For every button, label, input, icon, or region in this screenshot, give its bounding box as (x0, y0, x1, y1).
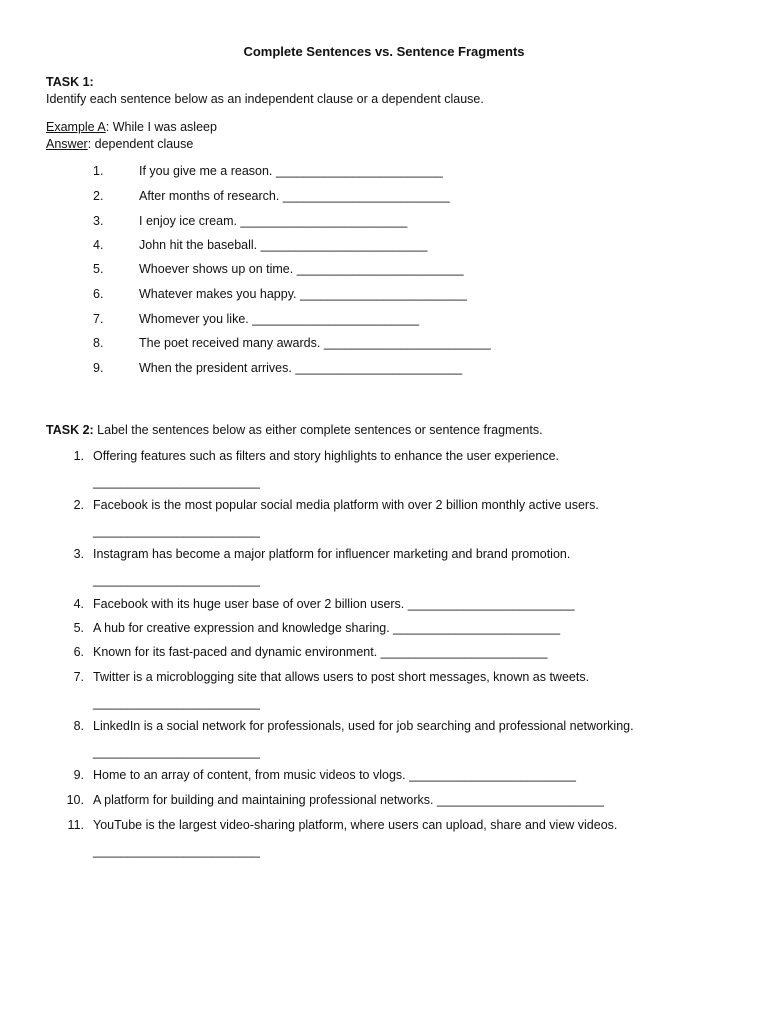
task2-item-number: 9. (73, 768, 84, 782)
example-line (46, 120, 217, 134)
example-text: : While I was asleep (105, 120, 217, 134)
task1-item-number: 6. (93, 287, 104, 301)
task1-item-text[interactable]: After months of research. ________________________ (139, 189, 450, 203)
task1-item-number: 1. (93, 164, 104, 178)
task1-item-number: 3. (93, 214, 104, 228)
answer-blank[interactable]: ________________________ (93, 524, 260, 538)
answer-blank[interactable]: ________________________ (93, 573, 260, 587)
answer-blank[interactable]: ________________________ (93, 696, 260, 710)
example-label: Example A (46, 120, 106, 134)
task1-item-number: 8. (93, 336, 104, 350)
task1-instruction: Identify each sentence below as an independent clause or a dependent clause. (46, 92, 484, 106)
task2-item-text: Instagram has become a major platform for influencer marketing and brand promotion. (93, 547, 571, 561)
task2-item-number: 5. (73, 621, 84, 635)
answer-label: Answer (46, 137, 88, 151)
task1-item-number: 2. (93, 189, 104, 203)
task1-item-text[interactable]: Whomever you like. ________________________ (139, 312, 420, 326)
task2-item-number: 10. (66, 793, 84, 807)
task2-item-number: 7. (73, 670, 84, 684)
answer-text: : dependent clause (87, 137, 194, 151)
task2-item-text[interactable]: Facebook with its huge user base of over 2 billion users. ________________________ (93, 597, 575, 611)
task1-item-text[interactable]: The poet received many awards. ________________________ (139, 336, 491, 350)
task2-item-text: LinkedIn is a social network for professionals, used for job searching and professional networking. (93, 719, 634, 733)
answer-line (46, 137, 193, 151)
task1-item-number: 9. (93, 361, 104, 375)
task1-item-number: 7. (93, 312, 104, 326)
task1-item-text[interactable]: If you give me a reason. ________________________ (139, 164, 443, 178)
task1-item-text[interactable]: I enjoy ice cream. ________________________ (139, 214, 408, 228)
answer-blank[interactable]: ________________________ (93, 745, 260, 759)
page-title: Complete Sentences vs. Sentence Fragments (243, 44, 525, 59)
task1-item-text[interactable]: Whoever shows up on time. ________________________ (139, 262, 464, 276)
task1-item-text[interactable]: Whatever makes you happy. ________________________ (139, 287, 467, 301)
answer-blank[interactable]: ________________________ (93, 844, 260, 858)
task2-item-number: 8. (73, 719, 84, 733)
task1-item-number: 5. (93, 262, 104, 276)
task2-item-number: 6. (73, 645, 84, 659)
task2-instruction: Label the sentences below as either complete sentences or sentence fragments. (93, 423, 543, 437)
task2-item-number: 4. (73, 597, 84, 611)
task1-item-number: 4. (93, 238, 104, 252)
task2-item-text: Facebook is the most popular social media platform with over 2 billion monthly active users. (93, 498, 599, 512)
task2-item-number: 1. (73, 449, 84, 463)
task1-item-text[interactable]: When the president arrives. ________________________ (139, 361, 463, 375)
task2-item-text: Offering features such as filters and story highlights to enhance the user experience. (93, 449, 560, 463)
answer-blank[interactable]: ________________________ (93, 475, 260, 489)
task2-item-text: Twitter is a microblogging site that allows users to post short messages, known as tweets. (93, 670, 590, 684)
task1-heading: TASK 1: (46, 75, 94, 89)
task2-item-number: 2. (73, 498, 84, 512)
task2-item-text[interactable]: Home to an array of content, from music videos to vlogs. ________________________ (93, 768, 576, 782)
task2-item-text[interactable]: A platform for building and maintaining professional networks. ________________________ (93, 793, 604, 807)
task2-item-number: 11. (67, 818, 84, 832)
task2-item-text: YouTube is the largest video-sharing platform, where users can upload, share and view videos. (93, 818, 618, 832)
task2-item-number: 3. (73, 547, 84, 561)
task2-item-text[interactable]: A hub for creative expression and knowledge sharing. ________________________ (93, 621, 561, 635)
task2-heading: TASK 2: (46, 423, 94, 437)
task2-item-text[interactable]: Known for its fast-paced and dynamic environment. ________________________ (93, 645, 548, 659)
task1-item-text[interactable]: John hit the baseball. ________________________ (139, 238, 428, 252)
task2-heading-line (46, 423, 543, 437)
